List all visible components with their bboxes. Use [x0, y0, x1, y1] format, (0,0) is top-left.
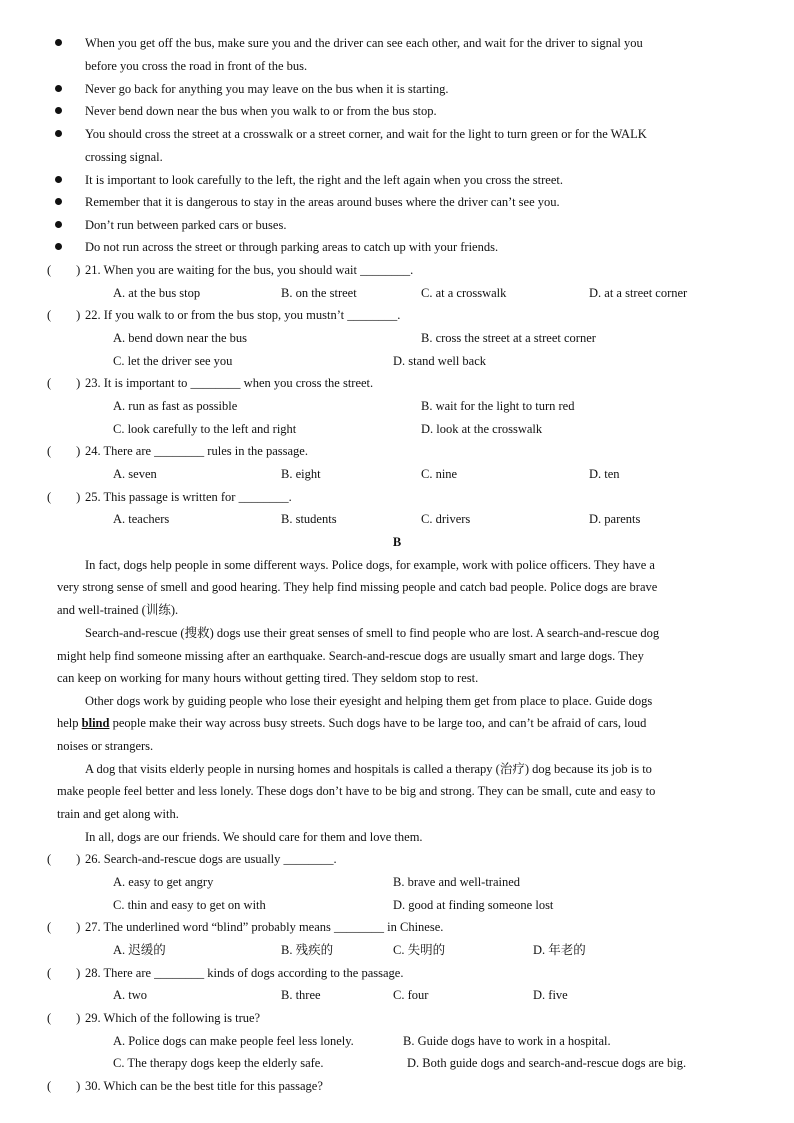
bullet-text: Never bend down near the bus when you walk to or from the bus stop.: [85, 104, 437, 118]
bullet-icon: [55, 85, 62, 92]
option-d[interactable]: D. stand well back: [393, 354, 487, 368]
question-stem: 23. It is important to ________ when you cross the street.: [85, 376, 374, 390]
option-d[interactable]: D. good at finding someone lost: [393, 898, 554, 912]
answer-blank[interactable]: ( ): [47, 376, 81, 390]
question-stem: 29. Which of the following is true?: [85, 1011, 261, 1025]
question-stem: 27. The underlined word “blind” probably means ________ in Chinese.: [85, 920, 444, 934]
section-heading: B: [392, 535, 402, 549]
passage-line: might help find someone missing after an earthquake. Search-and-rescue dogs are usually smart and large dogs. They: [57, 649, 644, 663]
option-a[interactable]: A. 迟缓的: [113, 943, 166, 957]
answer-blank[interactable]: ( ): [47, 1079, 81, 1093]
bullet-text: Never go back for anything you may leave on the bus when it is starting.: [85, 82, 449, 96]
answer-blank[interactable]: ( ): [47, 966, 81, 980]
question-stem: 25. This passage is written for ________.: [85, 490, 292, 504]
option-d[interactable]: D. parents: [589, 512, 641, 526]
passage-line: train and get along with.: [57, 807, 179, 821]
option-a[interactable]: A. at the bus stop: [113, 286, 201, 300]
passage-word: help: [57, 716, 79, 730]
passage-line: make people feel better and less lonely. These dogs don’t have to be big and strong. They can be small, cute and easy to: [57, 784, 656, 798]
bullet-text: It is important to look carefully to the left, the right and the left again when you cross the street.: [85, 173, 563, 187]
bullet-text: Don’t run between parked cars or buses.: [85, 218, 287, 232]
option-c[interactable]: C. The therapy dogs keep the elderly safe.: [113, 1056, 324, 1070]
option-b[interactable]: B. brave and well-trained: [393, 875, 521, 889]
bullet-text: before you cross the road in front of the bus.: [85, 59, 308, 73]
passage-line: Other dogs work by guiding people who lose their eyesight and helping them get from place to place. Guide dogs: [85, 694, 653, 708]
question-stem: 28. There are ________ kinds of dogs according to the passage.: [85, 966, 404, 980]
option-d[interactable]: D. at a street corner: [589, 286, 688, 300]
option-c[interactable]: C. nine: [421, 467, 458, 481]
option-a[interactable]: A. teachers: [113, 512, 170, 526]
passage-line: [57, 715, 646, 731]
passage-line: very strong sense of smell and good hearing. They help find missing people and catch bad people. Police dogs are brave: [57, 580, 658, 594]
bullet-icon: [55, 198, 62, 205]
option-a[interactable]: A. easy to get angry: [113, 875, 214, 889]
option-a[interactable]: A. two: [113, 988, 148, 1002]
bullet-icon: [55, 243, 62, 250]
question-stem: 24. There are ________ rules in the passage.: [85, 444, 308, 458]
bullet-icon: [55, 39, 62, 46]
passage-line: can keep on working for many hours without getting tired. They seldom stop to rest.: [57, 671, 479, 685]
option-d[interactable]: D. Both guide dogs and search-and-rescue dogs are big.: [407, 1056, 687, 1070]
option-b[interactable]: B. on the street: [281, 286, 357, 300]
passage-line-rest: people make their way across busy streets. Such dogs have to be large too, and can’t be afraid of cars, loud: [112, 716, 647, 730]
option-b[interactable]: B. 残疾的: [281, 943, 334, 957]
option-d[interactable]: D. look at the crosswalk: [421, 422, 543, 436]
option-d[interactable]: D. 年老的: [533, 943, 586, 957]
passage-line: A dog that visits elderly people in nursing homes and hospitals is called a therapy (治疗) dog because its job is to: [85, 762, 652, 776]
underlined-word-blind: blind: [81, 716, 110, 730]
question-stem: 21. When you are waiting for the bus, you should wait ________.: [85, 263, 414, 277]
answer-blank[interactable]: ( ): [47, 920, 81, 934]
answer-blank[interactable]: ( ): [47, 308, 81, 322]
option-c[interactable]: C. thin and easy to get on with: [113, 898, 266, 912]
answer-blank[interactable]: ( ): [47, 263, 81, 277]
answer-blank[interactable]: ( ): [47, 852, 81, 866]
option-c[interactable]: C. look carefully to the left and right: [113, 422, 297, 436]
bullet-text: When you get off the bus, make sure you and the driver can see each other, and wait for the driver to signal you: [85, 36, 643, 50]
passage-line: Search-and-rescue (搜救) dogs use their great senses of smell to find people who are lost. A search-and-rescue dog: [85, 626, 660, 640]
question-stem: 26. Search-and-rescue dogs are usually ________.: [85, 852, 337, 866]
bullet-text: crossing signal.: [85, 150, 163, 164]
question-stem: 22. If you walk to or from the bus stop, you mustn’t ________.: [85, 308, 401, 322]
bullet-icon: [55, 221, 62, 228]
answer-blank[interactable]: ( ): [47, 444, 81, 458]
option-a[interactable]: A. seven: [113, 467, 157, 481]
option-a[interactable]: A. bend down near the bus: [113, 331, 247, 345]
bullet-text: Do not run across the street or through parking areas to catch up with your friends.: [85, 240, 499, 254]
option-b[interactable]: B. Guide dogs have to work in a hospital.: [403, 1034, 611, 1048]
option-b[interactable]: B. three: [281, 988, 321, 1002]
option-b[interactable]: B. wait for the light to turn red: [421, 399, 575, 413]
bullet-icon: [55, 176, 62, 183]
passage-line: In fact, dogs help people in some different ways. Police dogs, for example, work with police officers. They have a: [85, 558, 655, 572]
option-c[interactable]: C. at a crosswalk: [421, 286, 507, 300]
passage-line: noises or strangers.: [57, 739, 154, 753]
option-c[interactable]: C. four: [393, 988, 429, 1002]
option-c[interactable]: C. let the driver see you: [113, 354, 233, 368]
answer-blank[interactable]: ( ): [47, 1011, 81, 1025]
passage-line: and well-trained (训练).: [57, 603, 179, 617]
bullet-icon: [55, 130, 62, 137]
option-a[interactable]: A. run as fast as possible: [113, 399, 238, 413]
bullet-icon: [55, 107, 62, 114]
option-d[interactable]: D. five: [533, 988, 568, 1002]
option-a[interactable]: A. Police dogs can make people feel less lonely.: [113, 1034, 354, 1048]
option-b[interactable]: B. cross the street at a street corner: [421, 331, 596, 345]
option-c[interactable]: C. drivers: [421, 512, 471, 526]
question-stem: 30. Which can be the best title for this passage?: [85, 1079, 323, 1093]
option-d[interactable]: D. ten: [589, 467, 620, 481]
option-b[interactable]: B. students: [281, 512, 337, 526]
bullet-text: You should cross the street at a crosswalk or a street corner, and wait for the light to turn green or for the WALK: [85, 127, 647, 141]
passage-line: In all, dogs are our friends. We should care for them and love them.: [85, 830, 423, 844]
answer-blank[interactable]: ( ): [47, 490, 81, 504]
option-c[interactable]: C. 失明的: [393, 943, 446, 957]
option-b[interactable]: B. eight: [281, 467, 321, 481]
bullet-text: Remember that it is dangerous to stay in the areas around buses where the driver can’t see you.: [85, 195, 560, 209]
